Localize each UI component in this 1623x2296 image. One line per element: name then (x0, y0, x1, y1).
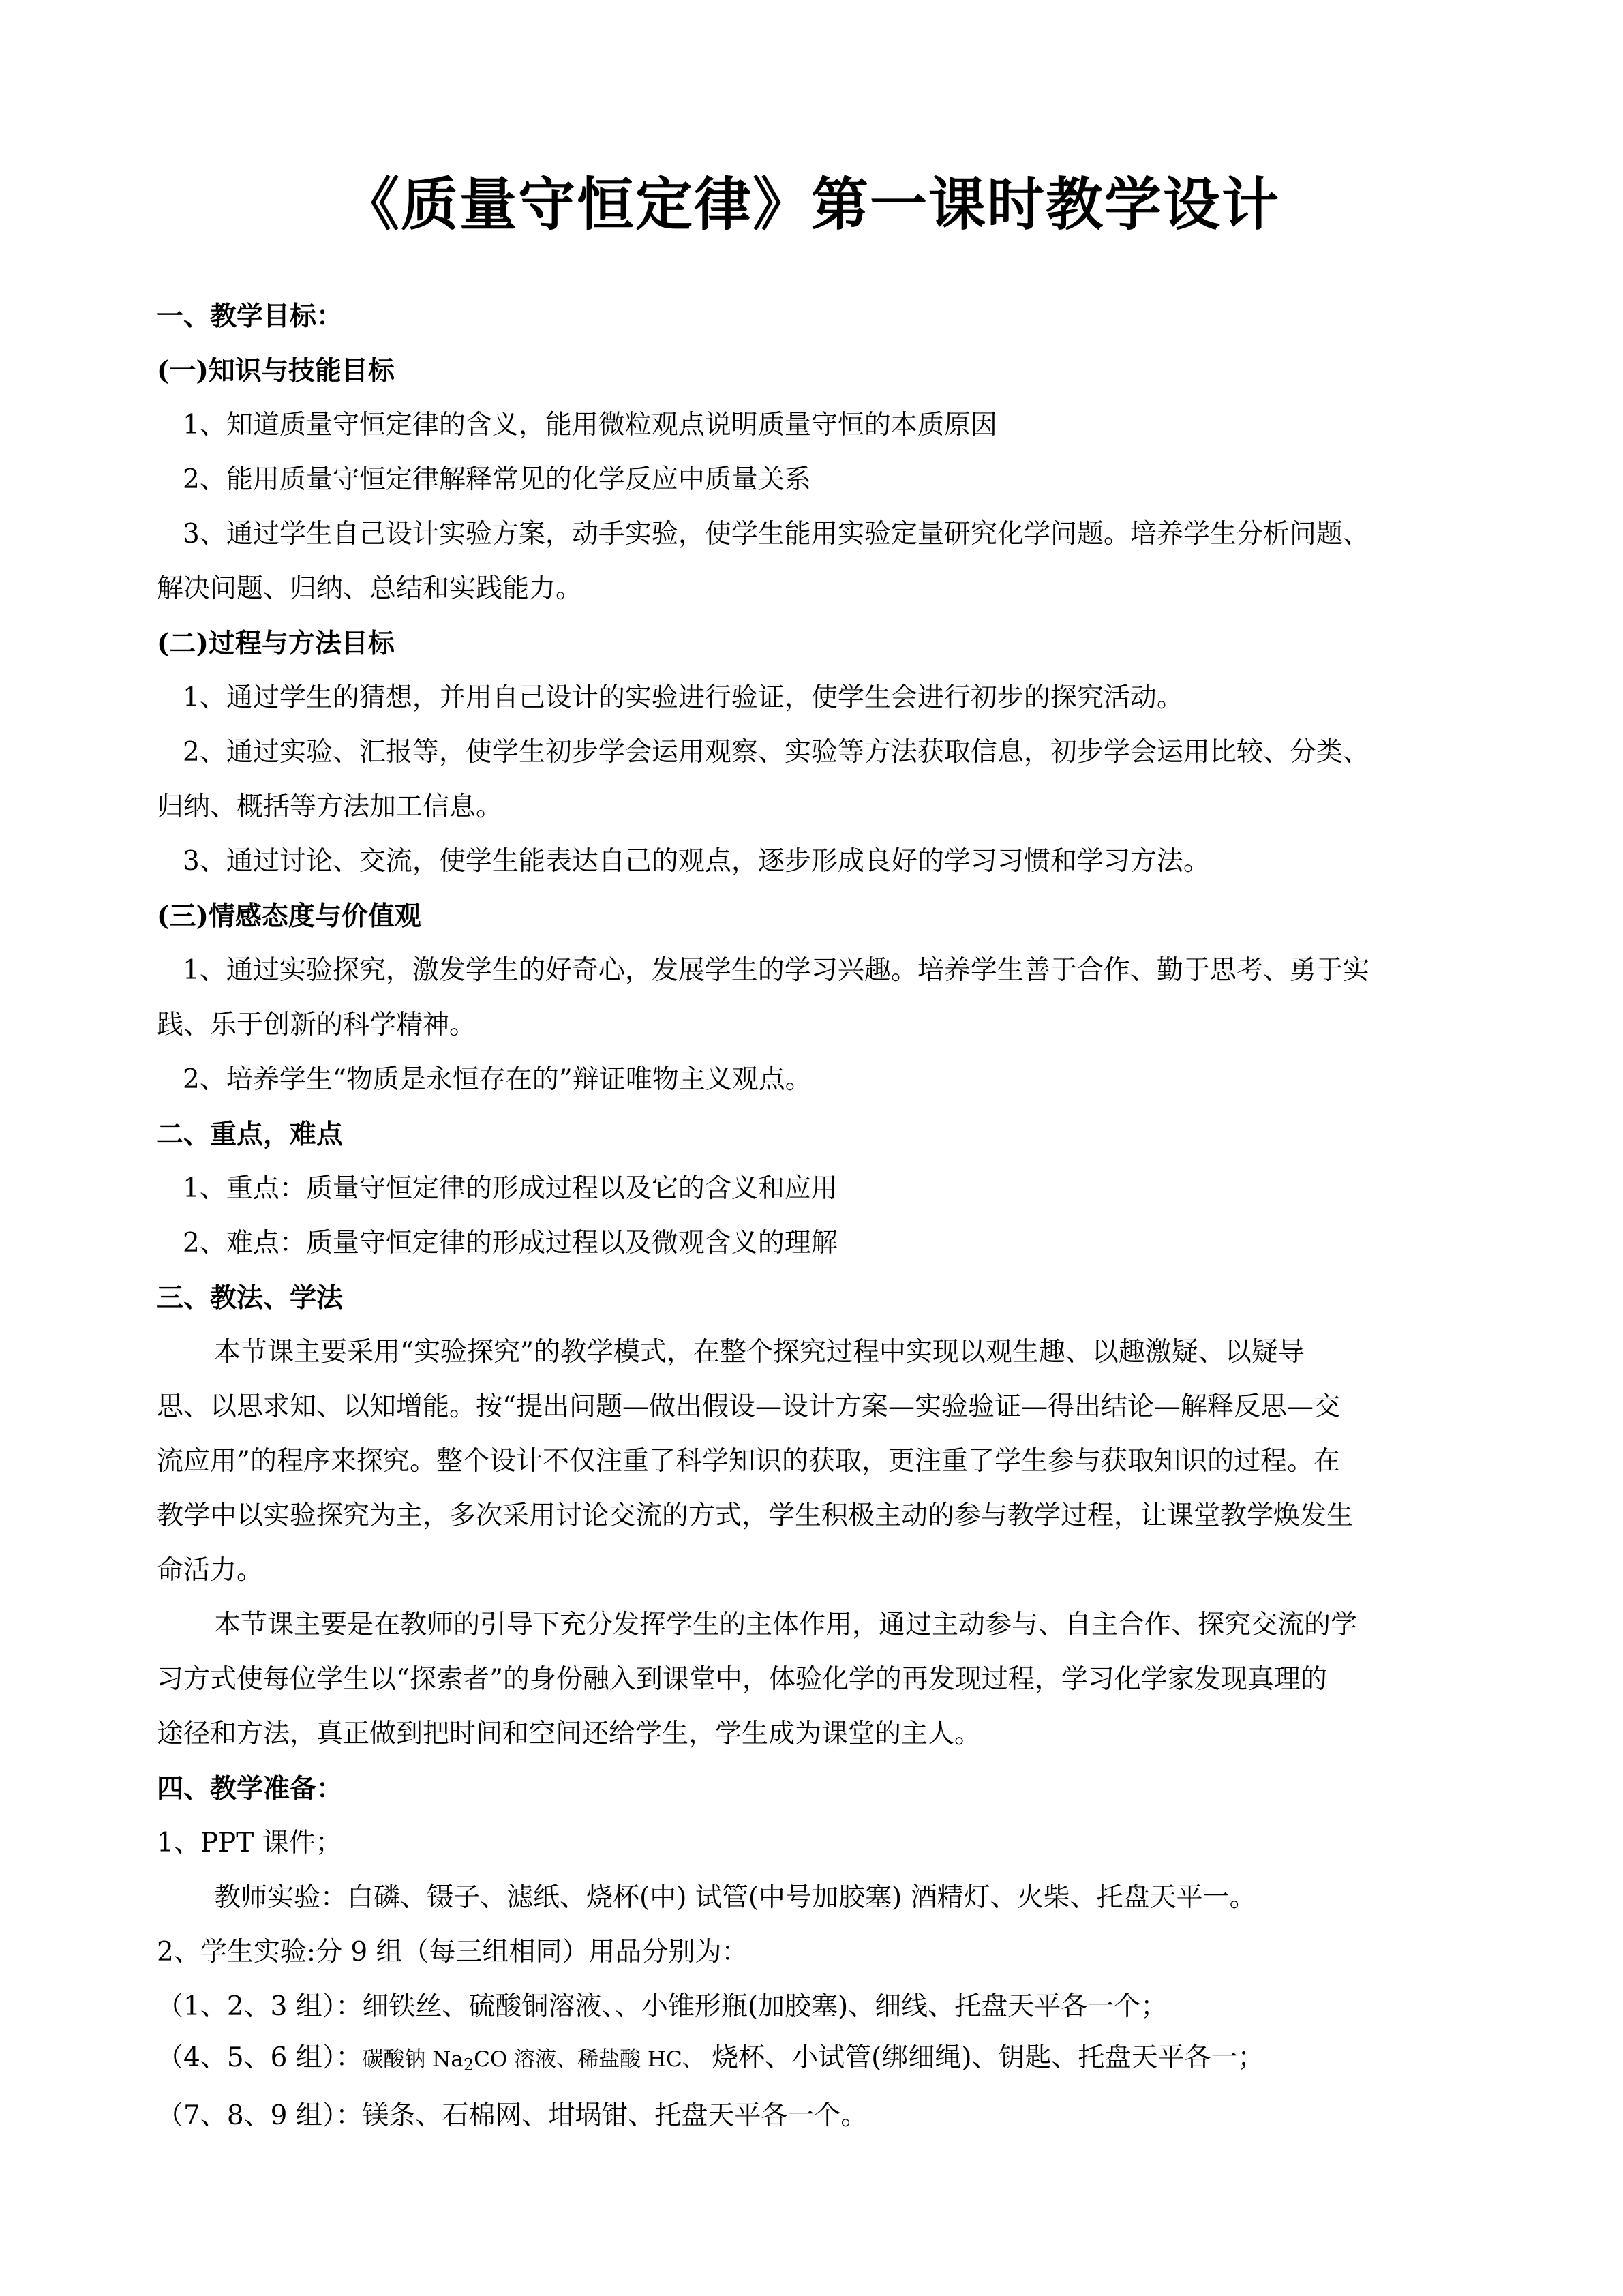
list-item: 2、培养学生“物质是永恒存在的”辩证唯物主义观点。 (183, 1064, 812, 1095)
chem-text: 碳酸钠 Na (362, 2047, 464, 2072)
group-2-label: （4、5、6 组）： (157, 2042, 363, 2073)
group-2-rest: 烧杯、小试管(绑细绳)、钥匙、托盘天平各一； (703, 2042, 1264, 2073)
prep-student-experiment: 2、学生实验:分 9 组（每三组相同）用品分别为： (157, 1937, 748, 1967)
prep-ppt: 1、PPT 课件； (157, 1828, 342, 1858)
prep-group-1: （1、2、3 组）：细铁丝、硫酸铜溶液、、小锥形瓶(加胶塞)、细线、托盘天平各一个； (157, 1991, 1168, 2022)
list-item: 2、能用质量守恒定律解释常见的化学反应中质量关系 (183, 464, 811, 495)
document-title: 《质量守恒定律》第一课时教学设计 (342, 170, 1280, 238)
chem-subscript: 2 (463, 2055, 474, 2074)
subsection-heading-attitude: (三)情感态度与价值观 (157, 901, 421, 932)
paragraph-line: 途径和方法，真正做到把时间和空间还给学生，学生成为课堂的主人。 (157, 1719, 982, 1749)
paragraph-line: 流应用”的程序来探究。整个设计不仅注重了科学知识的获取，更注重了学生参与获取知识的过程。在 (157, 1446, 1340, 1477)
list-item-continuation: 解决问题、归纳、总结和实践能力。 (157, 573, 583, 604)
prep-group-3: （7、8、9 组）：镁条、石棉网、坩埚钳、托盘天平各一个。 (157, 2100, 868, 2131)
list-item-continuation: 归纳、概括等方法加工信息。 (157, 791, 503, 822)
paragraph-line: 思、以思求知、以知增能。按“提出问题—做出假设—设计方案—实验验证—得出结论—解释反思—交 (157, 1391, 1340, 1422)
list-item: 1、知道质量守恒定律的含义，能用微粒观点说明质量守恒的本质原因 (183, 410, 997, 440)
paragraph-line: 命活力。 (157, 1555, 264, 1586)
chem-text: CO 溶液、稀盐酸 HC、 (474, 2047, 703, 2072)
section-heading-preparation: 四、教学准备： (157, 1773, 344, 1804)
list-item: 1、重点：质量守恒定律的形成过程以及它的含义和应用 (183, 1173, 838, 1204)
section-heading-key-points: 二、重点，难点 (157, 1119, 344, 1150)
list-item: 3、通过讨论、交流，使学生能表达自己的观点，逐步形成良好的学习习惯和学习方法。 (183, 846, 1210, 877)
list-item: 3、通过学生自己设计实验方案，动手实验，使学生能用实验定量研究化学问题。培养学生分析问题、 (183, 519, 1369, 549)
paragraph-line: 本节课主要是在教师的引导下充分发挥学生的主体作用，通过主动参与、自主合作、探究交流的学 (214, 1610, 1358, 1640)
section-heading-objectives: 一、教学目标： (157, 301, 344, 332)
group-2-chemicals (362, 2047, 703, 2072)
section-heading-methods: 三、教法、学法 (157, 1282, 344, 1314)
subsection-heading-process: (二)过程与方法目标 (157, 628, 395, 659)
list-item-continuation: 践、乐于创新的科学精神。 (157, 1010, 476, 1040)
paragraph-line: 习方式使每位学生以“探索者”的身份融入到课堂中，体验化学的再发现过程，学习化学家发现真理的 (157, 1664, 1327, 1695)
prep-teacher-experiment: 教师实验：白磷、镊子、滤纸、烧杯(中) 试管(中号加胶塞) 酒精灯、火柴、托盘天平一。 (214, 1882, 1256, 1913)
list-item: 1、通过学生的猜想，并用自己设计的实验进行验证，使学生会进行初步的探究活动。 (183, 682, 1183, 713)
document-page (157, 164, 1466, 2143)
subsection-heading-knowledge: (一)知识与技能目标 (157, 355, 395, 387)
paragraph-line: 本节课主要采用“实验探究”的教学模式，在整个探究过程中实现以观生趣、以趣激疑、以疑导 (214, 1337, 1305, 1368)
list-item: 1、通过实验探究，激发学生的好奇心，发展学生的学习兴趣。培养学生善于合作、勤于思考、勇于实 (183, 955, 1369, 986)
list-item: 2、通过实验、汇报等，使学生初步学会运用观察、实验等方法获取信息，初步学会运用比较、分类、 (183, 737, 1369, 768)
prep-group-2 (157, 2034, 1466, 2089)
list-item: 2、难点：质量守恒定律的形成过程以及微观含义的理解 (183, 1228, 838, 1258)
paragraph-line: 教学中以实验探究为主，多次采用讨论交流的方式，学生积极主动的参与教学过程，让课堂教学焕发生 (157, 1500, 1354, 1531)
